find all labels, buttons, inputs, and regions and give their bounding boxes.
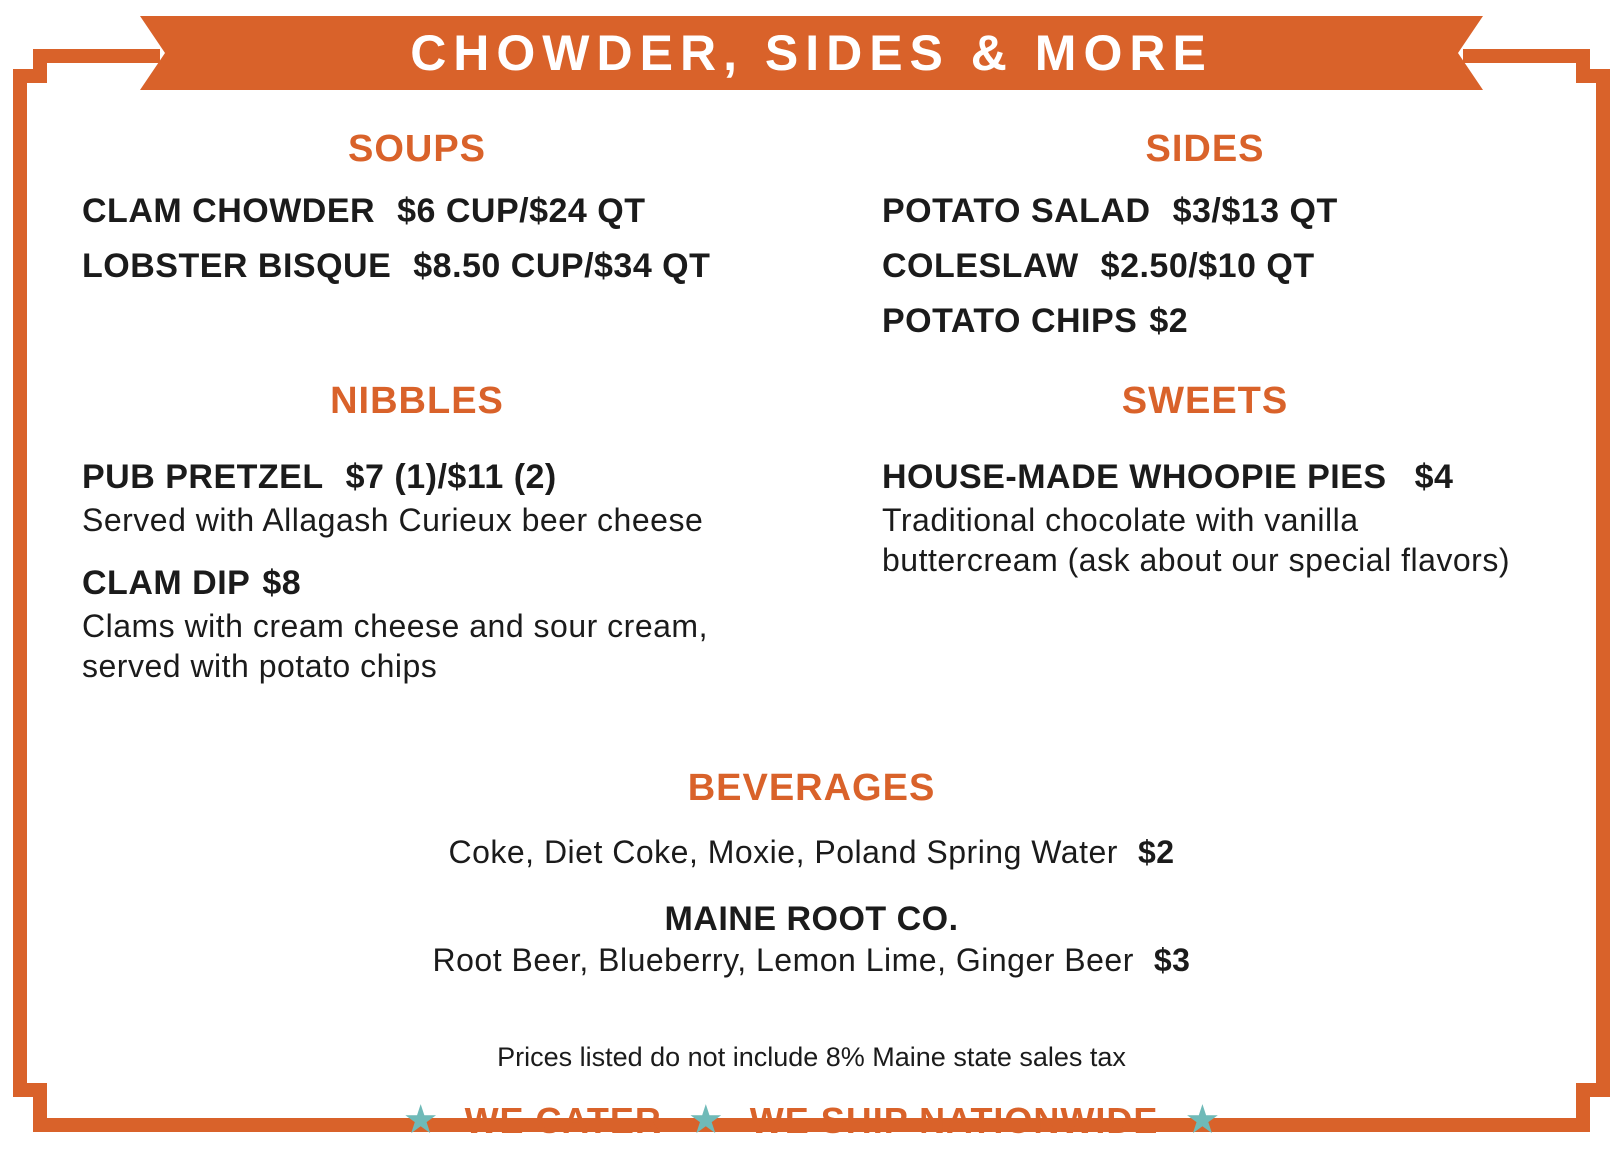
soup-item-lobster-bisque — [82, 245, 710, 287]
item-price: $7 (1)/$11 (2) — [345, 458, 557, 496]
star-icon: ★ — [1184, 1098, 1221, 1142]
maine-root-title: MAINE ROOT CO. — [664, 900, 959, 938]
tax-note: Prices listed do not include 8% Maine state sales tax — [497, 1042, 1126, 1072]
item-name: PUB PRETZEL — [82, 458, 324, 496]
sides-heading: SIDES — [1145, 128, 1265, 170]
maine-root-price: $3 — [1153, 942, 1191, 978]
beverages-maine-root-line — [0, 940, 1623, 980]
item-name: POTATO CHIPS — [882, 302, 1138, 340]
side-item-potato-chips — [882, 300, 1188, 342]
item-price: $2 — [1149, 302, 1189, 340]
we-cater-text: WE CATER — [464, 1100, 662, 1141]
we-ship-nationwide-text: WE SHIP NATIONWIDE — [749, 1100, 1159, 1141]
item-name: COLESLAW — [882, 247, 1079, 285]
item-name: CLAM CHOWDER — [82, 192, 376, 230]
footer-banner — [0, 1098, 1623, 1143]
soups-heading: SOUPS — [347, 128, 487, 170]
sodas-price: $2 — [1137, 834, 1175, 870]
item-name: POTATO SALAD — [882, 192, 1151, 230]
beverages-heading: BEVERAGES — [687, 767, 936, 809]
item-price: $6 CUP/$24 QT — [397, 192, 646, 230]
star-icon: ★ — [402, 1098, 439, 1142]
item-price: $4 — [1414, 458, 1454, 496]
item-name: CLAM DIP — [82, 564, 251, 602]
beverages-sodas-line — [0, 832, 1623, 872]
nibble-item-clam-dip — [82, 562, 301, 604]
item-name: LOBSTER BISQUE — [82, 247, 392, 285]
clam-dip-description-line-2: served with potato chips — [82, 648, 438, 684]
whoopie-pies-description-line-2: buttercream (ask about our special flavors) — [882, 542, 1510, 578]
sweets-heading: SWEETS — [1121, 380, 1289, 422]
sodas-names: Coke, Diet Coke, Moxie, Poland Spring Water — [448, 834, 1118, 870]
clam-dip-description-line-1: Clams with cream cheese and sour cream, — [82, 608, 708, 644]
item-price: $8.50 CUP/$34 QT — [413, 247, 711, 285]
side-item-coleslaw — [882, 245, 1315, 287]
item-price: $8 — [262, 564, 302, 602]
soup-item-clam-chowder — [82, 190, 645, 232]
item-price: $3/$13 QT — [1172, 192, 1338, 230]
whoopie-pies-description-line-1: Traditional chocolate with vanilla — [882, 502, 1359, 538]
star-icon: ★ — [687, 1098, 724, 1142]
nibble-item-pub-pretzel — [82, 456, 557, 498]
pub-pretzel-description: Served with Allagash Curieux beer cheese — [82, 502, 704, 538]
item-price: $2.50/$10 QT — [1100, 247, 1315, 285]
nibbles-heading: NIBBLES — [330, 380, 504, 422]
side-item-potato-salad — [882, 190, 1338, 232]
banner-title: CHOWDER, SIDES & MORE — [410, 25, 1213, 81]
sweet-item-whoopie-pies — [882, 456, 1453, 498]
maine-root-names: Root Beer, Blueberry, Lemon Lime, Ginger Beer — [432, 942, 1134, 978]
item-name: HOUSE-MADE WHOOPIE PIES — [882, 458, 1387, 496]
